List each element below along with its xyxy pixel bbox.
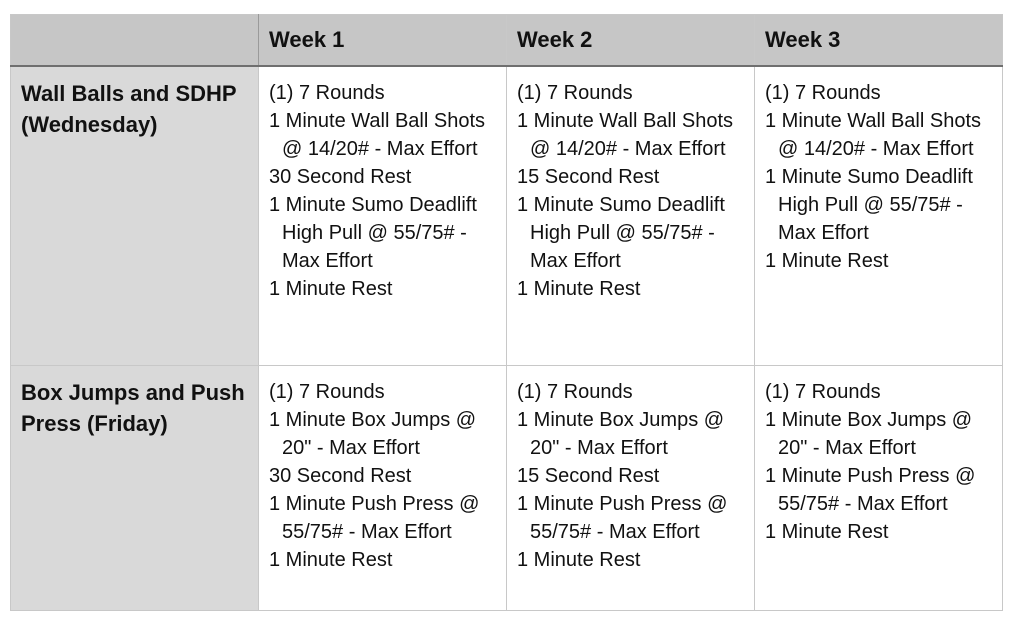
header-week-2: Week 2 [507, 15, 755, 67]
workout-line: 15 Second Rest [517, 465, 660, 487]
workout-line: 1 Minute Rest [765, 250, 889, 272]
table-row [11, 366, 1003, 611]
week-cell [755, 66, 1003, 366]
workout-line: 1 Minute Wall Ball Shots @ 14/20# - Max Effort [765, 110, 982, 160]
row-label-box-jumps: Box Jumps and Push Press (Friday) [11, 366, 259, 611]
workout-line: 1 Minute Wall Ball Shots @ 14/20# - Max Effort [517, 110, 734, 160]
workout-line: 1 Minute Sumo Deadlift High Pull @ 55/75# - Max Effort [765, 166, 973, 244]
workout-line: 1 Minute Push Press @ 55/75# - Max Effort [517, 493, 728, 543]
workout-line: 1 Minute Push Press @ 55/75# - Max Effort [765, 465, 976, 515]
workout-line: 1 Minute Push Press @ 55/75# - Max Effort [269, 493, 480, 543]
week-cell [507, 366, 755, 611]
week-cell [259, 66, 507, 366]
workout-line: 1 Minute Box Jumps @ 20" - Max Effort [269, 409, 477, 459]
workout-line: 1 Minute Wall Ball Shots @ 14/20# - Max Effort [269, 110, 486, 160]
workout-line: 1 Minute Rest [269, 278, 393, 300]
workout-line: 15 Second Rest [517, 166, 660, 188]
row-label-wall-balls: Wall Balls and SDHP (Wednesday) [11, 66, 259, 366]
workout-line: (1) 7 Rounds [269, 381, 385, 403]
workout-line: (1) 7 Rounds [517, 381, 633, 403]
table-row [11, 66, 1003, 366]
workout-line: 1 Minute Sumo Deadlift High Pull @ 55/75# - Max Effort [269, 194, 477, 272]
header-week-3: Week 3 [755, 15, 1003, 67]
workout-line: 1 Minute Sumo Deadlift High Pull @ 55/75# - Max Effort [517, 194, 725, 272]
workout-line: (1) 7 Rounds [517, 82, 633, 104]
workout-line: 1 Minute Rest [269, 549, 393, 571]
week-cell [755, 366, 1003, 611]
workout-line: 1 Minute Rest [517, 278, 641, 300]
header-week-1: Week 1 [259, 15, 507, 67]
workout-line: 1 Minute Box Jumps @ 20" - Max Effort [517, 409, 725, 459]
workout-schedule-table [10, 14, 1003, 611]
workout-line: 1 Minute Rest [517, 549, 641, 571]
workout-line: 30 Second Rest [269, 465, 412, 487]
workout-line: (1) 7 Rounds [765, 381, 881, 403]
header-corner-cell [11, 15, 259, 67]
workout-line: (1) 7 Rounds [269, 82, 385, 104]
workout-line: 1 Minute Box Jumps @ 20" - Max Effort [765, 409, 973, 459]
workout-line: 1 Minute Rest [765, 521, 889, 543]
week-cell [259, 366, 507, 611]
week-cell [507, 66, 755, 366]
workout-line: (1) 7 Rounds [765, 82, 881, 104]
header-row [11, 15, 1003, 67]
workout-line: 30 Second Rest [269, 166, 412, 188]
